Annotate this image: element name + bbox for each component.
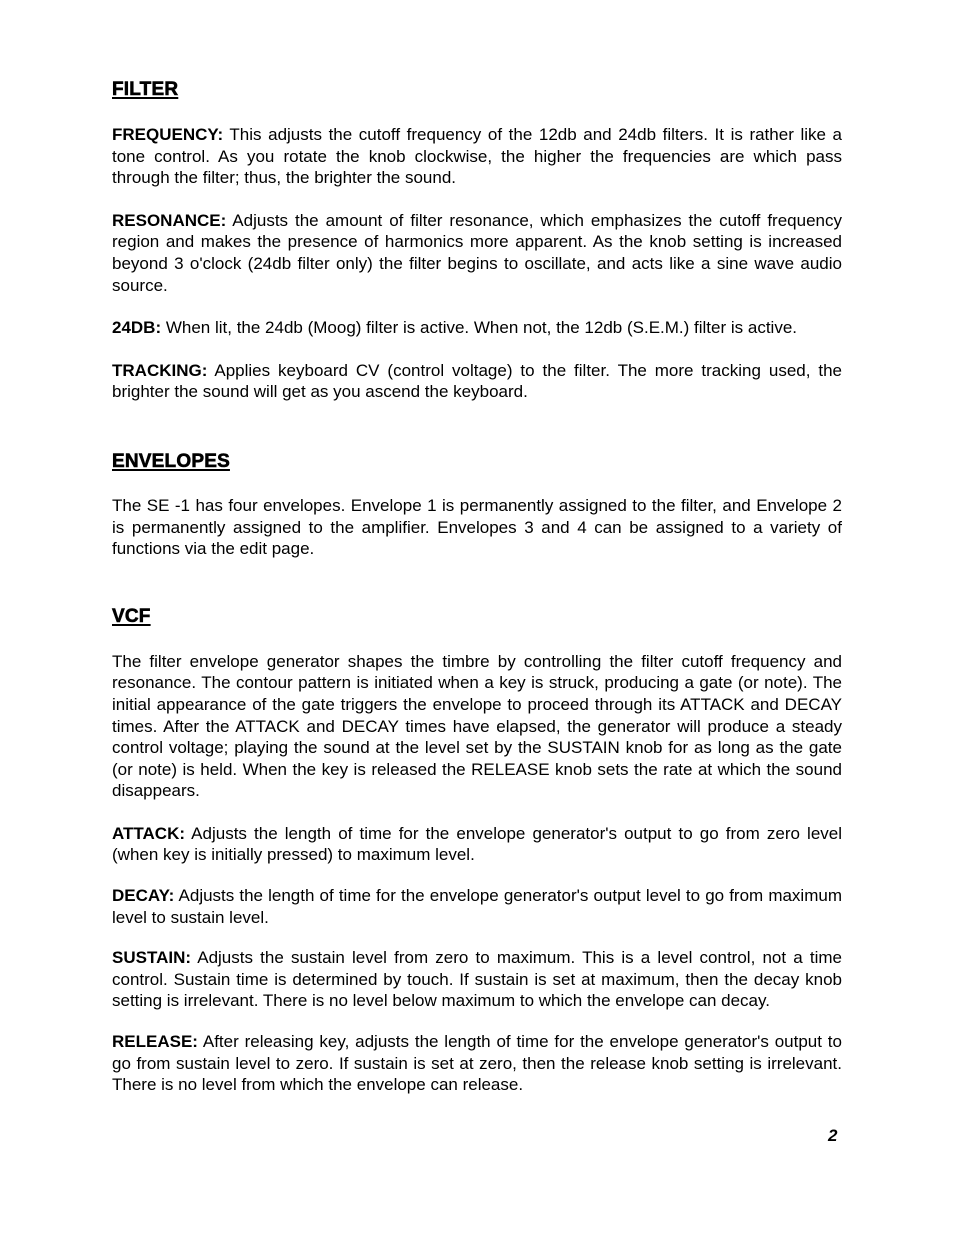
description-frequency: This adjusts the cutoff frequency of the 12db and 24db filters. It is rather like a tone control. As you rotate the knob clockwise, the higher the frequencies are which pass through the filter; thus, the brighter the sound. xyxy=(112,125,842,188)
paragraph-release xyxy=(112,1031,842,1096)
description-decay: Adjusts the length of time for the envelope generator's output level to go from maximum level to sustain level. xyxy=(112,886,842,927)
paragraph-attack xyxy=(112,823,842,866)
paragraph-vcf-intro: The filter envelope generator shapes the timbre by controlling the filter cutoff frequency and resonance. The contour pattern is initiated when a key is struck, producing a gate (or note). The initial appearance of the gate triggers the envelope to proceed through its ATTACK and DECAY times. After the ATTACK and DECAY times have elapsed, the generator will produce a steady control voltage; playing the sound at the level set by the SUSTAIN knob for as long as the gate (or note) is held. When the key is released the RELEASE knob sets the rate at which the sound disappears. xyxy=(112,651,842,801)
term-frequency: FREQUENCY: xyxy=(112,125,224,144)
document-page xyxy=(112,78,842,1096)
description-tracking: Applies keyboard CV (control voltage) to the filter. The more tracking used, the brighter the sound will get as you ascend the keyboard. xyxy=(112,360,842,402)
term-sustain: SUSTAIN: xyxy=(112,948,192,968)
description-sustain: Adjusts the sustain level from zero to maximum. This is a level control, not a time control. Sustain time is determined by touch. If sustain is set at maximum, then the decay knob setting is irrelevant. There is no level below maximum to which the envelope can decay. xyxy=(112,948,842,1011)
term-resonance: RESONANCE: xyxy=(112,210,227,230)
term-decay: DECAY: xyxy=(112,886,175,906)
paragraph-resonance xyxy=(112,210,842,296)
description-resonance: Adjusts the amount of filter resonance, which emphasizes the cutoff frequency region and makes the presence of harmonics more apparent. As the knob setting is increased beyond 3 o'clock (24db filter only) the filter begins to oscillate, and acts like a sine wave audio source. xyxy=(112,210,842,295)
term-tracking: TRACKING: xyxy=(112,360,208,380)
description-24db: When lit, the 24db (Moog) filter is active. When not, the 12db (S.E.M.) filter is active. xyxy=(161,318,797,338)
paragraph-envelopes: The SE -1 has four envelopes. Envelope 1 is permanently assigned to the filter, and Envelope 2 is permanently assigned to the amplifier. Envelopes 3 and 4 can be assigned to a variety of functions via the edit page. xyxy=(112,495,842,559)
description-attack: Adjusts the length of time for the envelope generator's output to go from zero level (when key is initially pressed) to maximum level. xyxy=(112,823,842,865)
term-24db: 24DB: xyxy=(112,318,162,338)
paragraph-tracking xyxy=(112,360,842,403)
paragraph-24db xyxy=(112,317,842,339)
term-release: RELEASE: xyxy=(112,1032,198,1052)
paragraph-decay xyxy=(112,885,842,928)
term-attack: ATTACK: xyxy=(112,823,186,843)
paragraph-sustain xyxy=(112,947,842,1012)
description-release: After releasing key, adjusts the length of time for the envelope generator's output to go from sustain level to zero. If sustain is set at zero, then the release knob setting is irrelevant. There is no level from which the envelope can release. xyxy=(112,1032,842,1095)
section-heading-filter: FILTER xyxy=(112,79,179,100)
section-heading-envelopes: ENVELOPES xyxy=(112,450,230,472)
page-number: 2 xyxy=(828,1126,838,1145)
section-heading-vcf: VCF xyxy=(112,605,151,627)
paragraph-frequency xyxy=(112,124,842,189)
